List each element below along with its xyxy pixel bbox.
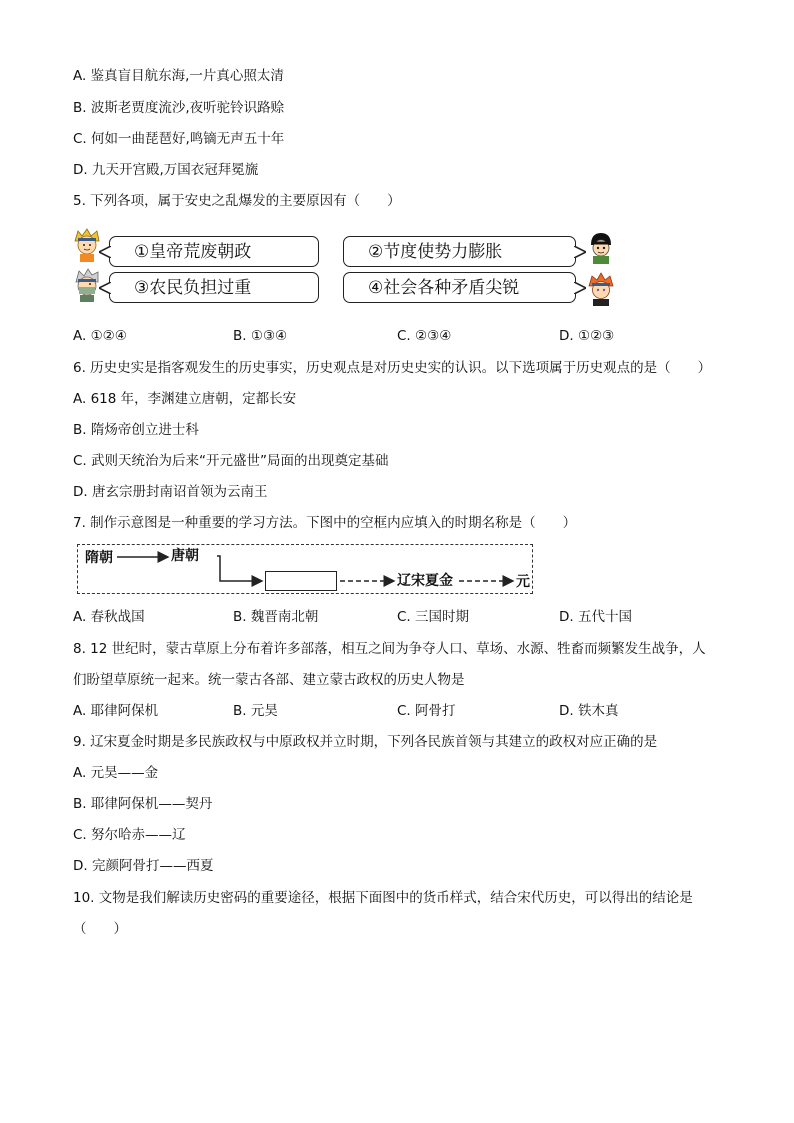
orange-hair-avatar-icon bbox=[586, 272, 616, 306]
q6-stem: 6. 历史史实是指客观发生的历史事实，历史观点是对历史史实的认识。以下选项属于历史观点的是（ ） bbox=[73, 360, 712, 376]
blond-boy-avatar-icon bbox=[72, 228, 102, 262]
q7-option-a[interactable]: A. 春秋战国 bbox=[73, 609, 145, 625]
q7-option-b[interactable]: B. 魏晋南北朝 bbox=[233, 609, 319, 625]
q6-option-b[interactable]: B. 隋炀帝创立进士科 bbox=[73, 422, 199, 438]
q6-option-a[interactable]: A. 618 年，李渊建立唐朝，定都长安 bbox=[73, 391, 297, 407]
bubble-tail-icon bbox=[99, 246, 111, 258]
timeline-yuan: 元 bbox=[516, 574, 530, 590]
bubble-tail-icon bbox=[574, 282, 586, 294]
q5-stem: 5. 下列各项，属于安史之乱爆发的主要原因有（ ） bbox=[73, 193, 401, 209]
bubble-3 bbox=[109, 272, 319, 303]
timeline-tang: 唐朝 bbox=[171, 548, 199, 564]
bubble-tail-icon bbox=[99, 282, 111, 294]
gray-hair-avatar-icon bbox=[72, 268, 102, 302]
q6-option-d[interactable]: D. 唐玄宗册封南诏首领为云南王 bbox=[73, 484, 268, 500]
q8-option-d[interactable]: D. 铁木真 bbox=[559, 703, 619, 719]
q5-option-a[interactable]: A. ①②④ bbox=[73, 328, 127, 344]
bubble-4 bbox=[343, 272, 576, 303]
q7-option-c[interactable]: C. 三国时期 bbox=[397, 609, 470, 625]
q8-option-a[interactable]: A. 耶律阿保机 bbox=[73, 703, 159, 719]
q5-option-d[interactable]: D. ①②③ bbox=[559, 328, 615, 344]
bubble-3-text: ③农民负担过重 bbox=[134, 278, 252, 298]
q8-stem-line2: 们盼望草原统一起来。统一蒙古各部、建立蒙古政权的历史人物是 bbox=[73, 672, 465, 688]
q4-option-d[interactable]: D. 九天开宫殿,万国衣冠拜冕旒 bbox=[73, 162, 259, 178]
q7-stem: 7. 制作示意图是一种重要的学习方法。下图中的空框内应填入的时期名称是（ ） bbox=[73, 515, 577, 531]
bubble-tail-icon bbox=[574, 246, 586, 258]
q9-option-a[interactable]: A. 元昊——金 bbox=[73, 765, 159, 781]
q4-option-c[interactable]: C. 何如一曲琵琶好,鸣镝无声五十年 bbox=[73, 131, 285, 147]
q10-stem-line2: （ ） bbox=[73, 921, 127, 937]
timeline-sui: 隋朝 bbox=[85, 550, 113, 566]
q7-option-d[interactable]: D. 五代十国 bbox=[559, 609, 632, 625]
timeline-liao-song-xia-jin: 辽宋夏金 bbox=[397, 573, 453, 589]
bubble-1 bbox=[109, 236, 319, 267]
black-hair-avatar-icon bbox=[586, 230, 616, 264]
q9-option-b[interactable]: B. 耶律阿保机——契丹 bbox=[73, 796, 213, 812]
q8-stem-line1: 8. 12 世纪时，蒙古草原上分布着许多部落，相互之间为争夺人口、草场、水源、牲畜而频繁发生战争，人 bbox=[73, 641, 706, 657]
timeline-blank-box bbox=[265, 571, 337, 591]
q8-option-c[interactable]: C. 阿骨打 bbox=[397, 703, 456, 719]
q9-stem: 9. 辽宋夏金时期是多民族政权与中原政权并立时期，下列各民族首领与其建立的政权对应正确的是 bbox=[73, 734, 658, 750]
bubble-2-text: ②节度使势力膨胀 bbox=[368, 242, 503, 262]
q10-stem-line1: 10. 文物是我们解读历史密码的重要途径，根据下面图中的货币样式，结合宋代历史，可以得出的结论是 bbox=[73, 890, 693, 906]
q5-option-b[interactable]: B. ①③④ bbox=[233, 328, 288, 344]
q9-option-c[interactable]: C. 努尔哈赤——辽 bbox=[73, 827, 186, 843]
q5-option-c[interactable]: C. ②③④ bbox=[397, 328, 452, 344]
bubble-2 bbox=[343, 236, 576, 267]
q8-option-b[interactable]: B. 元昊 bbox=[233, 703, 278, 719]
bubble-4-text: ④社会各种矛盾尖锐 bbox=[368, 278, 520, 298]
q6-option-c[interactable]: C. 武则天统治为后来“开元盛世”局面的出现奠定基础 bbox=[73, 453, 389, 469]
q9-option-d[interactable]: D. 完颜阿骨打——西夏 bbox=[73, 858, 214, 874]
q4-option-a[interactable]: A. 鉴真盲目航东海,一片真心照太清 bbox=[73, 68, 284, 84]
bubble-1-text: ①皇帝荒废朝政 bbox=[134, 242, 252, 262]
q4-option-b[interactable]: B. 波斯老贾度流沙,夜听驼铃识路赊 bbox=[73, 100, 285, 116]
